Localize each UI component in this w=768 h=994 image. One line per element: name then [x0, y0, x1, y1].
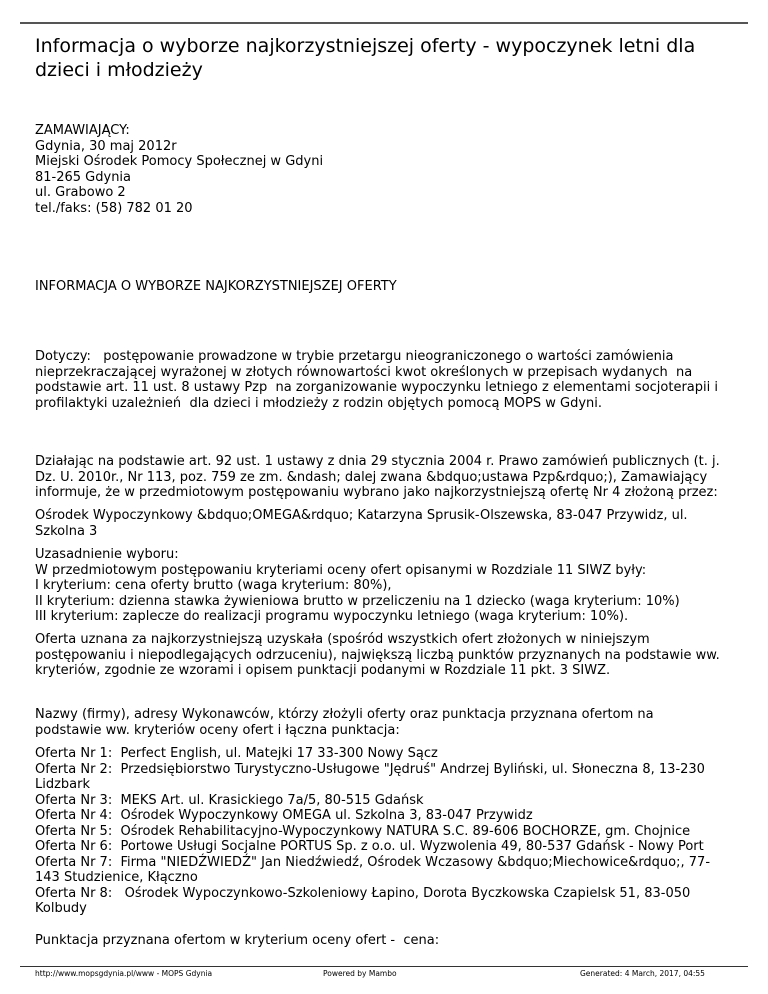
contractors-intro-line: podstawie ww. kryteriów oceny ofert i łączna punktacja:	[35, 722, 400, 738]
offer-result-line: kryteriów, zgodnie ze wzorami i opisem punktacji podanymi w Rozdziale 11 pkt. 3 SIWZ.	[35, 663, 611, 678]
legal-basis-line: Działając na podstawie art. 92 ust. 1 ustawy z dnia 29 stycznia 2004 r. Prawo zamówień publicznych (t. j.	[35, 454, 720, 469]
offer-label: Oferta Nr 1:	[35, 746, 121, 761]
contracting-authority	[35, 123, 735, 216]
contracting-name: Miejski Ośrodek Pomocy Społecznej w Gdyni	[35, 154, 324, 169]
offer-label: Oferta Nr 6:	[35, 839, 121, 854]
justification-line: W przedmiotowym postępowaniu kryteriami oceny ofert opisanymi w Rozdziale 11 SIWZ były:	[35, 562, 647, 578]
footer-url[interactable]: http://www.mopsgdynia.pl/www - MOPS Gdynia	[35, 969, 213, 978]
list-item	[35, 793, 735, 809]
offer-text-continuation: 143 Studzienice, Kłączno	[35, 870, 198, 885]
offer-text: Firma "NIEDŹWIEDŹ" Jan Niedźwiedź, Ośrodek Wczasowy &bdquo;Miechowice&rdquo;, 77-	[120, 854, 711, 870]
price-scoring-heading-text: Punktacja przyznana ofertom w kryterium oceny ofert - cena:	[35, 933, 440, 948]
contractors-intro-line: Nazwy (firmy), adresy Wykonawców, którzy złożyli oferty oraz punktacja przyznana ofertom na	[35, 707, 654, 722]
legal-basis-line: informuje, że w przedmiotowym postępowaniu wybrano jako najkorzystniejszą ofertę Nr 4 złożoną przez:	[35, 485, 718, 500]
justification-line: III kryterium: zaplecze do realizacji programu wypoczynku letniego (waga kryterium: 10%).	[35, 609, 629, 624]
justification-line: I kryterium: cena oferty brutto (waga kryterium: 80%),	[35, 578, 392, 593]
list-item	[35, 839, 735, 855]
legal-basis-line: Dz. U. 2010r., Nr 113, poz. 759 ze zm. &ndash; dalej zwana &bdquo;ustawa Pzp&rdquo;), Zamawiający	[35, 469, 708, 485]
footer-rule	[20, 966, 748, 967]
footer-generated: Generated: 4 March, 2017, 04:55	[580, 969, 705, 978]
offers-list	[35, 746, 735, 917]
offer-text: Ośrodek Wypoczynkowo-Szkoleniowy Łapino, Dorota Byczkowska Czapielsk 51, 83-050	[124, 885, 691, 901]
list-item	[35, 762, 735, 778]
offer-text: Ośrodek Rehabilitacyjno-Wypoczynkowy NATURA S.C. 89-606 BOCHORZE, gm. Chojnice	[120, 823, 691, 839]
contracting-date: Gdynia, 30 maj 2012r	[35, 138, 177, 154]
contractors-intro-paragraph	[35, 707, 735, 738]
section-heading	[35, 279, 735, 295]
offer-result-line: postępowaniu i niepodlegających odrzuceniu), największą liczbą punktów przyznanych na podstawie ww.	[35, 647, 720, 663]
offer-text: Portowe Usługi Socjalne PORTUS Sp. z o.o. ul. Wyzwolenia 49, 80-537 Gdańsk - Nowy Port	[120, 839, 704, 854]
offer-text: Perfect English, ul. Matejki 17 33-300 Nowy Sącz	[120, 746, 438, 761]
offer-text-continuation: Kolbudy	[35, 901, 87, 916]
subject-line: profilaktyki uzależnień dla dzieci i młodzieży z rodzin objętych pomocą MOPS w Gdyni.	[35, 395, 603, 411]
top-rule	[20, 22, 748, 24]
list-item	[35, 746, 735, 762]
list-item	[35, 886, 735, 902]
justification-heading: Uzasadnienie wyboru:	[35, 547, 179, 562]
section-heading-text: INFORMACJA O WYBORZE NAJKORZYSTNIEJSZEJ OFERTY	[35, 279, 397, 294]
contracting-heading: ZAMAWIAJĄCY:	[35, 123, 130, 138]
list-item	[35, 808, 735, 824]
offer-label: Oferta Nr 8:	[35, 885, 125, 901]
offer-label: Oferta Nr 3:	[35, 792, 121, 808]
list-item	[35, 855, 735, 871]
contracting-postcode: 81-265 Gdynia	[35, 169, 132, 185]
footer-powered: Powered by Mambo	[323, 969, 397, 978]
contracting-street: ul. Grabowo 2	[35, 185, 126, 200]
page-title: Informacja o wyborze najkorzystniejszej oferty - wypoczynek letni dla dzieci i młodzieży	[35, 35, 696, 81]
subject-line: nieprzekraczającej wyrażonej w złotych równowartości kwot określonych w przepisach wydanych na	[35, 364, 693, 380]
subject-paragraph	[35, 349, 735, 411]
price-scoring-heading	[35, 933, 735, 949]
justification-paragraph	[35, 547, 735, 625]
offer-text: MEKS Art. ul. Krasickiego 7a/5, 80-515 Gdańsk	[120, 792, 424, 808]
subject-line: Dotyczy: postępowanie prowadzone w trybie przetargu nieograniczonego o wartości zamówienia	[35, 349, 674, 364]
legal-basis-paragraph	[35, 454, 735, 501]
winner-paragraph	[35, 508, 735, 539]
offer-label: Oferta Nr 5:	[35, 823, 121, 839]
contracting-phone: tel./faks: (58) 782 01 20	[35, 200, 193, 216]
offer-label: Oferta Nr 2:	[35, 761, 121, 777]
justification-line: II kryterium: dzienna stawka żywieniowa brutto w przeliczeniu na 1 dziecko (waga kryterium: 10%)	[35, 593, 680, 609]
offer-label: Oferta Nr 7:	[35, 854, 121, 870]
offer-text: Ośrodek Wypoczynkowy OMEGA ul. Szkolna 3, 83-047 Przywidz	[120, 808, 533, 823]
offer-text-continuation: Lidzbark	[35, 777, 91, 792]
offer-text: Przedsiębiorstwo Turystyczno-Usługowe "Jędruś" Andrzej Byliński, ul. Słoneczna 8, 13-230	[120, 761, 705, 777]
subject-line: podstawie art. 11 ust. 8 ustawy Pzp na zorganizowanie wypoczynku letniego z elementami socjoterapii i	[35, 380, 718, 395]
list-item	[35, 824, 735, 840]
offer-label: Oferta Nr 4:	[35, 808, 121, 823]
winner-line: Szkolna 3	[35, 523, 98, 539]
offer-result-paragraph	[35, 632, 735, 679]
winner-line: Ośrodek Wypoczynkowy &bdquo;OMEGA&rdquo; Katarzyna Sprusik-Olszewska, 83-047 Przywidz, ul.	[35, 508, 688, 523]
offer-result-line: Oferta uznana za najkorzystniejszą uzyskała (spośród wszystkich ofert złożonych w niniejszym	[35, 632, 650, 647]
